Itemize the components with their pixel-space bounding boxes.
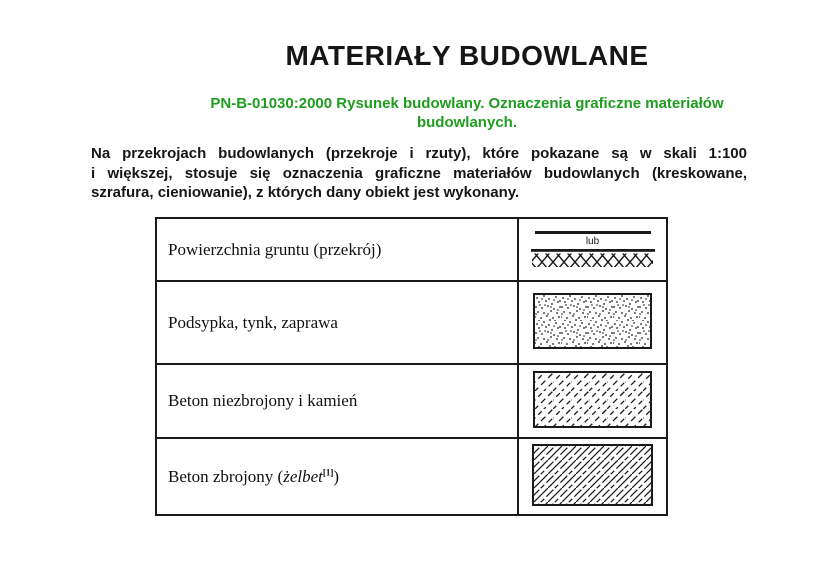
- ground-surface-symbol: [519, 231, 666, 269]
- intro-line: Na przekrojach budowlanych (przekroje i rzuty), które pokazane są w skali 1:100: [91, 145, 747, 162]
- table-row-ground-surface: [156, 218, 667, 281]
- ground-hatch-icon: [531, 249, 655, 269]
- material-label: Beton niezbrojony i kamień: [156, 364, 518, 438]
- symbol-cell: [518, 364, 667, 438]
- page-title: MATERIAŁY BUDOWLANE: [285, 40, 649, 71]
- table-row-plain-concrete-stone: [156, 364, 667, 438]
- intro-line: szrafura, cieniowanie), z których dany obiekt jest wykonany.: [91, 184, 520, 201]
- materials-symbols-table: [155, 217, 668, 516]
- material-label: Powierzchnia gruntu (przekrój): [156, 218, 518, 281]
- standard-reference-subtitle: PN-B-01030:2000 Rysunek budowlany. Oznaczenia graficzne materiałów budowlanych.: [210, 95, 724, 131]
- table-row-reinforced-concrete: [156, 438, 667, 515]
- stipple-pattern-icon: [533, 293, 652, 349]
- ground-top-line: [535, 231, 651, 234]
- material-label: [156, 438, 518, 515]
- label-suffix: ): [333, 466, 340, 486]
- intro-paragraph: [91, 144, 747, 203]
- label-italic-zelbet: żelbet: [283, 466, 323, 486]
- broken-hatch-pattern-icon: [533, 371, 652, 428]
- label-prefix: Beton zbrojony (: [168, 466, 284, 486]
- intro-line: i większej, stosuje się oznaczenia graficzne materiałów budowlanych (kreskowane,: [91, 164, 747, 182]
- symbol-cell: [518, 281, 667, 364]
- footnote-marker: [1]: [322, 466, 334, 477]
- or-label: lub: [585, 235, 600, 247]
- symbol-cell: [518, 438, 667, 515]
- dense-hatch-pattern-icon: [532, 444, 653, 506]
- symbol-cell: [518, 218, 667, 281]
- material-label: Podsypka, tynk, zaprawa: [156, 281, 518, 364]
- table-row-bedding-plaster-mortar: [156, 281, 667, 364]
